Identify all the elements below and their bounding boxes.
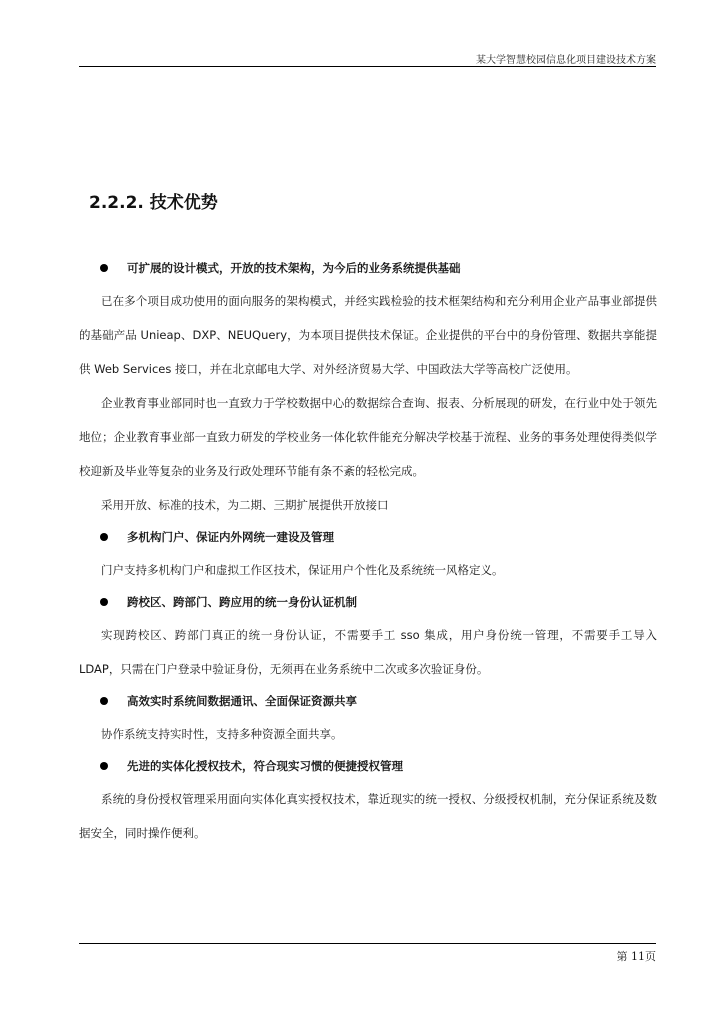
header-divider xyxy=(79,66,656,67)
bullet-item xyxy=(79,751,657,782)
paragraph: 实现跨校区、跨部门真正的统一身份认证，不需要手工 sso 集成，用户身份统一管理，不需要手工导入 LDAP，只需在门户登录中验证身份，无须再在业务系统中二次或多次验证身份。 xyxy=(79,628,657,676)
bullet-icon xyxy=(100,697,108,705)
header-title: 某大学智慧校园信息化项目建设技术方案 xyxy=(476,55,656,66)
paragraph: 已在多个项目成功使用的面向服务的架构模式，并经实践检验的技术框架结构和充分利用企业产品事业部提供的基础产品 Unieap、DXP、NEUQuery，为本项目提供技术保证。企业提供的平台中的身份管理、数据共享能提供 Web Services 接口，并在北京邮电大学、对外经济贸易大学、中国政法大学等高校广泛使用。 xyxy=(79,294,657,376)
document-body xyxy=(79,253,657,850)
bullet-text: 先进的实体化授权技术，符合现实习惯的便捷授权管理 xyxy=(127,759,403,773)
bullet-icon xyxy=(100,762,108,770)
bullet-icon xyxy=(100,598,108,606)
paragraph: 协作系统支持实时性，支持多种资源全面共享。 xyxy=(101,727,343,741)
bullet-text: 多机构门户、保证内外网统一建设及管理 xyxy=(127,530,334,544)
footer-divider xyxy=(79,943,656,944)
bullet-item xyxy=(79,587,657,618)
paragraph: 系统的身份授权管理采用面向实体化真实授权技术，靠近现实的统一授权、分级授权机制，充分保证系统及数据安全，同时操作便利。 xyxy=(79,792,657,840)
bullet-item xyxy=(79,253,657,284)
bullet-item xyxy=(79,686,657,717)
bullet-text: 可扩展的设计模式，开放的技术架构，为今后的业务系统提供基础 xyxy=(127,261,461,275)
bullet-text: 跨校区、跨部门、跨应用的统一身份认证机制 xyxy=(127,595,357,609)
paragraph: 企业教育事业部同时也一直致力于学校数据中心的数据综合查询、报表、分析展现的研发，在行业中处于领先地位；企业教育事业部一直致力研发的学校业务一体化软件能充分解决学校基于流程、业务的事务处理使得类似学校迎新及毕业等复杂的业务及行政处理环节能有条不紊的轻松完成。 xyxy=(79,396,657,478)
paragraph: 门户支持多机构门户和虚拟工作区技术，保证用户个性化及系统统一风格定义。 xyxy=(101,563,504,577)
bullet-icon xyxy=(100,533,108,541)
bullet-icon xyxy=(100,264,108,272)
page-number: 第 11页 xyxy=(616,950,656,963)
bullet-text: 高效实时系统间数据通讯、全面保证资源共享 xyxy=(127,694,357,708)
paragraph: 采用开放、标准的技术，为二期、三期扩展提供开放接口 xyxy=(101,498,389,512)
section-heading: 2.2.2. 技术优势 xyxy=(89,193,218,213)
bullet-item xyxy=(79,522,657,553)
